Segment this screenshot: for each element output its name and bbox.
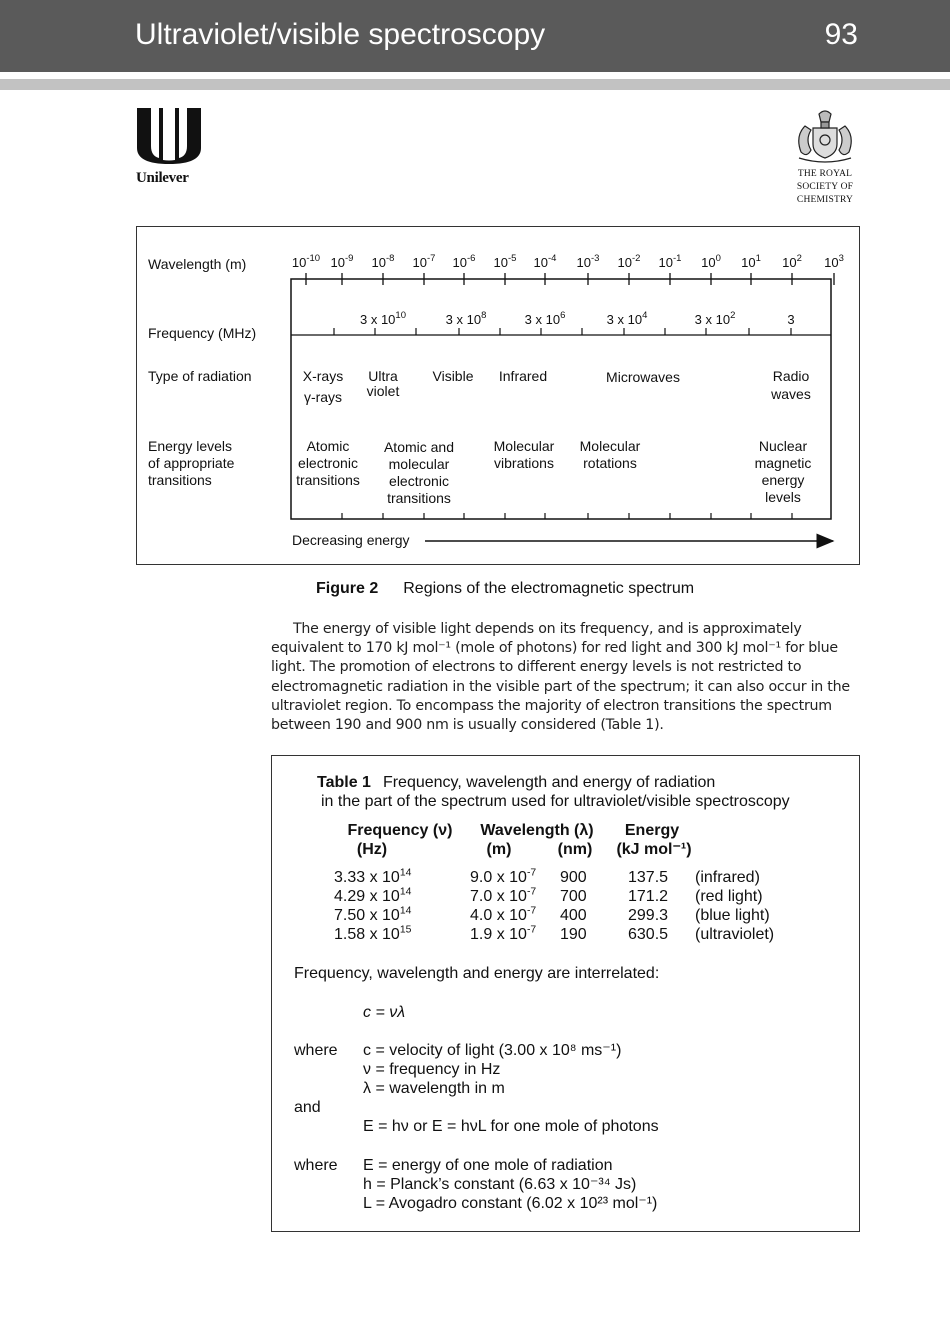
wavelength-tick-label: $10^{-10}$ — [291, 253, 321, 270]
figure-caption — [316, 580, 694, 598]
col-header-wavelength-m: (m) — [486, 841, 512, 858]
crest-icon — [785, 106, 865, 166]
transition-vibrations-1: Molecular — [493, 438, 555, 454]
transition-atomic-3: transitions — [296, 472, 360, 488]
wavelength-tick-label: $10^{-4}$ — [533, 253, 557, 270]
transition-vibrations-2: vibrations — [494, 455, 554, 471]
table-title-line1: Frequency, wavelength and energy of radiation — [382, 774, 716, 791]
frequency-tick-label: 3 x $10^4$ — [606, 310, 648, 327]
table-title-line2: in the part of the spectrum used for ultraviolet/visible spectroscopy — [321, 793, 790, 810]
page-number: 93 — [824, 18, 858, 51]
row-wavelength-nm: 700 — [560, 888, 587, 905]
wavelength-scale — [292, 253, 844, 285]
row-frequency: 1.58 x $10^{15}$ — [334, 924, 412, 943]
row-frequency: 3.33 x $10^{14}$ — [334, 867, 412, 886]
wavelength-tick-label: $10^2$ — [782, 253, 802, 270]
col-header-frequency-unit: (Hz) — [356, 841, 388, 858]
energy-row-label-1: Energy levels — [148, 438, 233, 454]
def-e: E = energy of one mole of radiation — [363, 1157, 613, 1174]
transition-nuclear-3: energy — [761, 472, 805, 488]
wavelength-tick-label: $10^{-3}$ — [576, 253, 600, 270]
radiation-violet: violet — [366, 383, 400, 399]
unilever-logo — [135, 106, 205, 186]
row-note: (infrared) — [695, 869, 760, 886]
energy-row-label-2: of appropriate — [148, 455, 235, 471]
where-label-1: where — [294, 1042, 338, 1059]
body-paragraph: The energy of visible light depends on its frequency, and is approximately equivalent to 170 kJ mol⁻¹ (mole of photons) for red light and 300 kJ mol⁻¹ for blue light. The promotion of electrons to different energy levels is not restricted to electromagnetic radiation in the visible part of the spectrum; it can also occur in the ultraviolet region. To encompass the majority of electron transitions the spectrum between 190 and 900 nm is usually considered (Table 1). — [271, 621, 850, 734]
row-energy: 137.5 — [628, 869, 669, 886]
unilever-u-icon — [135, 106, 203, 166]
row-wavelength-m: 1.9 x $10^{-7}$ — [470, 924, 537, 943]
row-frequency: 7.50 x $10^{14}$ — [334, 905, 412, 924]
decreasing-energy-label: Decreasing energy — [292, 532, 410, 548]
unilever-wordmark: Unilever — [136, 170, 189, 186]
radiation-row-label: Type of radiation — [148, 368, 252, 384]
and-label: and — [294, 1099, 321, 1116]
spectrum-figure — [136, 226, 860, 565]
row-energy: 299.3 — [628, 907, 669, 924]
row-wavelength-nm: 400 — [560, 907, 587, 924]
transition-molecular-electronic-2: molecular — [388, 456, 450, 472]
frequency-tick-label: 3 x $10^{10}$ — [360, 310, 406, 327]
wavelength-tick-label: $10^{-9}$ — [330, 253, 354, 270]
radiation-xrays: X-rays — [302, 368, 344, 384]
row-wavelength-nm: 900 — [560, 869, 587, 886]
def-c: c = velocity of light (3.00 x 10⁸ ms⁻¹) — [363, 1042, 622, 1059]
bottom-scale — [342, 513, 792, 519]
transition-rotations-1: Molecular — [579, 438, 641, 454]
wavelength-row-label: Wavelength (m) — [148, 256, 247, 272]
col-header-wavelength-nm: (nm) — [557, 841, 593, 858]
spectrum-diagram — [137, 227, 861, 566]
radiation-radio: Radio — [772, 368, 810, 384]
transition-molecular-electronic-3: electronic — [389, 473, 449, 489]
wavelength-tick-label: $10^{-5}$ — [493, 253, 517, 270]
wavelength-tick-label: $10^3$ — [824, 253, 844, 270]
row-wavelength-m: 7.0 x $10^{-7}$ — [470, 886, 537, 905]
col-header-energy: Energy — [624, 822, 680, 839]
row-note: (ultraviolet) — [695, 926, 775, 943]
transition-atomic-1: Atomic — [306, 438, 350, 454]
col-header-frequency: Frequency (ν) — [347, 822, 453, 839]
radiation-waves: waves — [771, 386, 811, 402]
page-header — [0, 0, 950, 72]
frequency-scale — [334, 310, 795, 335]
row-note: (red light) — [695, 888, 763, 905]
table-1-box — [271, 755, 860, 1232]
row-energy: 630.5 — [628, 926, 669, 943]
radiation-ultra: Ultra — [368, 368, 398, 384]
figure-caption-text: Regions of the electromagnetic spectrum — [403, 580, 695, 597]
row-wavelength-nm: 190 — [560, 926, 587, 943]
radiation-visible: Visible — [432, 368, 474, 384]
equation-e: E = hν or E = hνL for one mole of photons — [363, 1118, 659, 1135]
interrelated-text: Frequency, wavelength and energy are interrelated: — [294, 965, 660, 982]
table-label: Table 1 — [317, 774, 371, 791]
header-divider — [0, 79, 950, 90]
radiation-gamma: γ-rays — [303, 389, 343, 405]
def-lambda: λ = wavelength in m — [363, 1080, 505, 1097]
col-header-energy-unit: (kJ mol⁻¹) — [616, 841, 692, 858]
row-frequency: 4.29 x $10^{14}$ — [334, 886, 412, 905]
row-wavelength-m: 9.0 x $10^{-7}$ — [470, 867, 537, 886]
frequency-tick-label: 3 x $10^2$ — [694, 310, 736, 327]
transition-nuclear-1: Nuclear — [758, 438, 808, 454]
radiation-infrared: Infrared — [498, 368, 548, 384]
table-title — [317, 773, 790, 811]
wavelength-tick-label: $10^0$ — [701, 253, 721, 270]
figure-caption-label: Figure 2 — [316, 580, 379, 597]
transition-molecular-electronic-4: transitions — [387, 490, 451, 506]
equation-c: c = νλ — [363, 1004, 406, 1021]
transition-rotations-2: rotations — [583, 455, 637, 471]
row-wavelength-m: 4.0 x $10^{-7}$ — [470, 905, 537, 924]
def-h: h = Planck’s constant (6.63 x 10⁻³⁴ Js) — [363, 1176, 637, 1193]
wavelength-tick-label: $10^{-7}$ — [412, 253, 436, 270]
transition-nuclear-2: magnetic — [754, 455, 812, 471]
rsc-name: THE ROYAL SOCIETY OF CHEMISTRY — [796, 169, 854, 205]
running-title: Ultraviolet/visible spectroscopy — [135, 18, 546, 51]
radiation-microwaves: Microwaves — [606, 369, 680, 385]
transition-atomic-2: electronic — [298, 455, 358, 471]
wavelength-tick-label: $10^{-8}$ — [371, 253, 395, 270]
energy-row-label-3: transitions — [148, 472, 212, 488]
wavelength-tick-label: $10^{-2}$ — [617, 253, 641, 270]
row-note: (blue light) — [695, 907, 770, 924]
def-nu: ν = frequency in Hz — [363, 1061, 501, 1078]
col-header-wavelength: Wavelength (λ) — [480, 822, 594, 839]
transition-molecular-electronic-1: Atomic and — [383, 439, 455, 455]
frequency-tick-label: 3 x $10^8$ — [445, 310, 487, 327]
def-l: L = Avogadro constant (6.02 x 10²³ mol⁻¹) — [363, 1195, 658, 1212]
transition-nuclear-4: levels — [765, 489, 801, 505]
wavelength-tick-label: $10^{-1}$ — [658, 253, 682, 270]
wavelength-tick-label: $10^1$ — [741, 253, 761, 270]
where-label-2: where — [294, 1157, 338, 1174]
frequency-tick-label: 3 x $10^6$ — [524, 310, 566, 327]
rsc-logo — [785, 106, 865, 205]
frequency-tick-label: 3 — [787, 312, 795, 327]
row-energy: 171.2 — [628, 888, 669, 905]
wavelength-tick-label: $10^{-6}$ — [452, 253, 476, 270]
frequency-row-label: Frequency (MHz) — [148, 325, 257, 341]
